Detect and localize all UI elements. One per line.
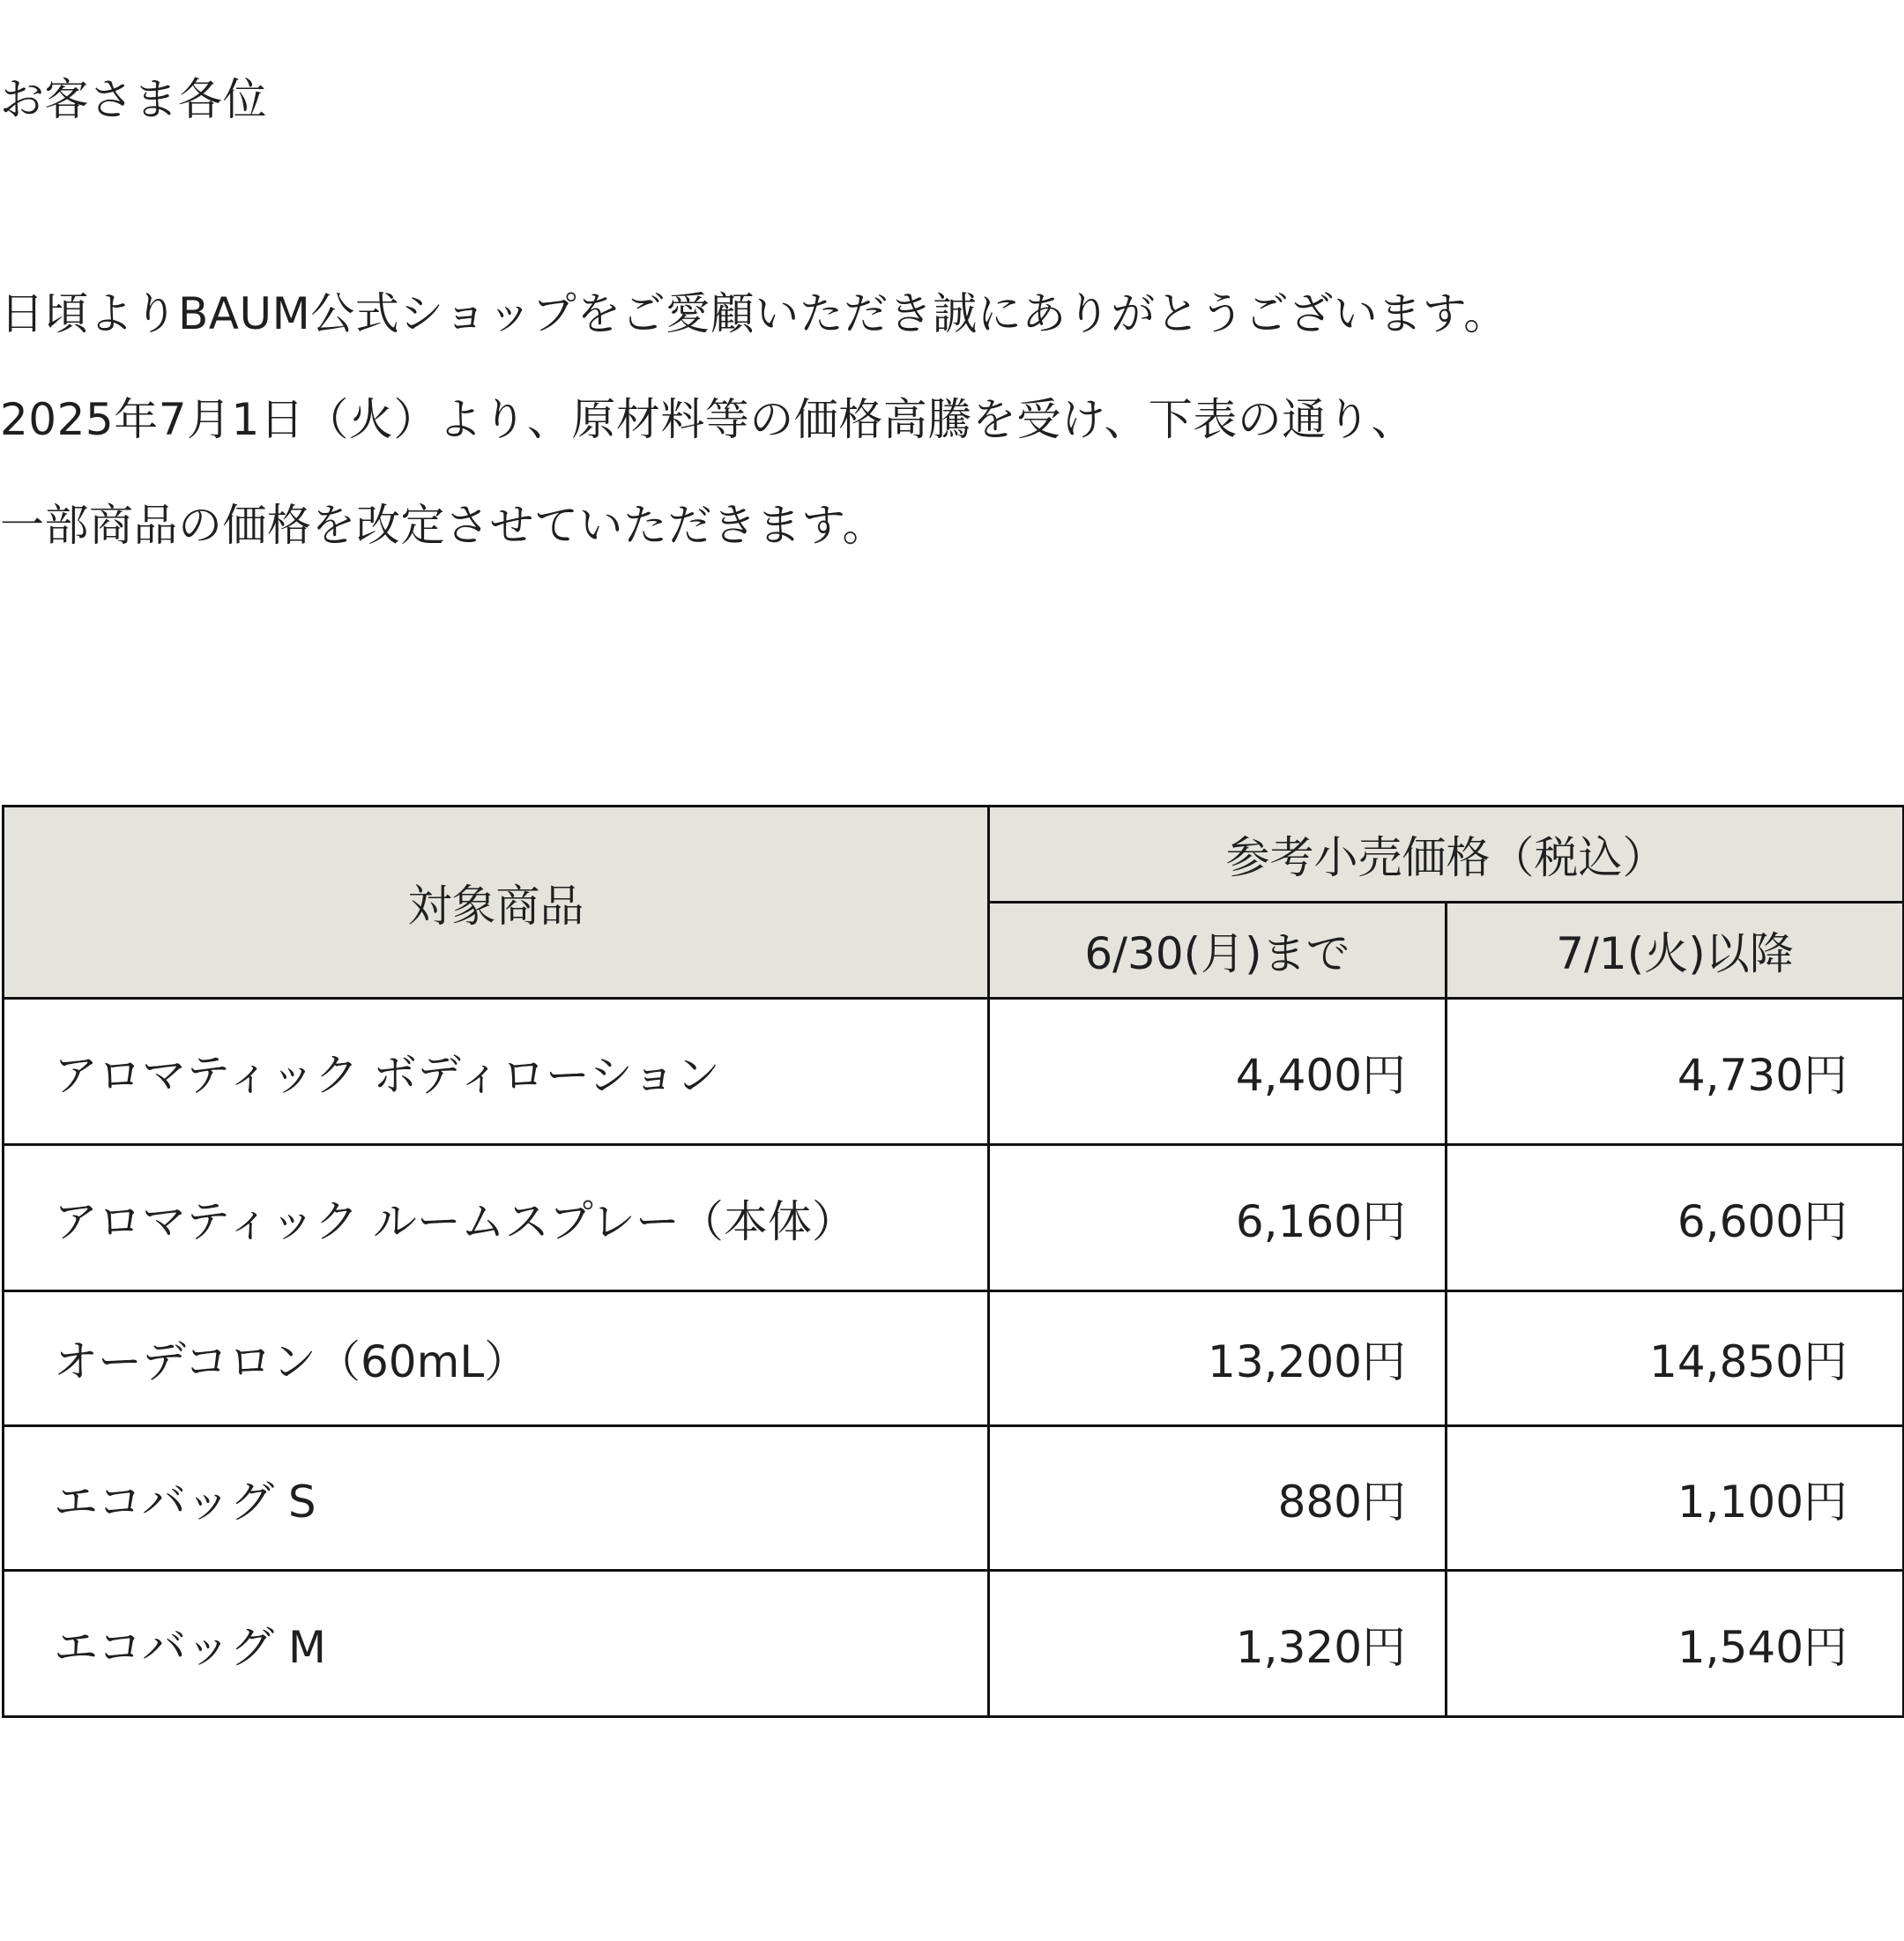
new-price: 1,540円 (1447, 1571, 1904, 1717)
old-price: 1,320円 (989, 1571, 1447, 1717)
notice-line-2: 2025年7月1日（火）より、原材料等の価格高騰を受け、下表の通り、 (0, 394, 1416, 445)
greeting-text: お客さま各位 (0, 74, 267, 125)
new-price: 4,730円 (1447, 999, 1904, 1145)
table-header-row (4, 807, 1904, 903)
old-price: 6,160円 (989, 1145, 1447, 1291)
header-new-price: 7/1(火)以降 (1447, 903, 1904, 999)
header-product: 対象商品 (4, 807, 989, 999)
old-price: 13,200円 (989, 1291, 1447, 1426)
product-name: オーデコロン（60mL） (4, 1291, 989, 1426)
notice-line-1: 日頃よりBAUM公式ショップをご愛顧いただき誠にありがとうございます。 (0, 288, 1508, 339)
table-row (4, 999, 1904, 1145)
product-name: エコバッグ S (4, 1426, 989, 1571)
notice-line-3: 一部商品の価格を改定させていただきます。 (0, 500, 887, 551)
table-row (4, 1291, 1904, 1426)
table-row (4, 1571, 1904, 1717)
table-row (4, 1426, 1904, 1571)
product-name: エコバッグ M (4, 1571, 989, 1717)
table-row (4, 1145, 1904, 1291)
old-price: 880円 (989, 1426, 1447, 1571)
product-name: アロマティック ボディローション (4, 999, 989, 1145)
new-price: 14,850円 (1447, 1291, 1904, 1426)
price-revision-table (2, 805, 1904, 1718)
header-price-group: 参考小売価格（税込） (989, 807, 1904, 903)
old-price: 4,400円 (989, 999, 1447, 1145)
product-name: アロマティック ルームスプレー（本体） (4, 1145, 989, 1291)
new-price: 6,600円 (1447, 1145, 1904, 1291)
header-old-price: 6/30(月)まで (989, 903, 1447, 999)
new-price: 1,100円 (1447, 1426, 1904, 1571)
